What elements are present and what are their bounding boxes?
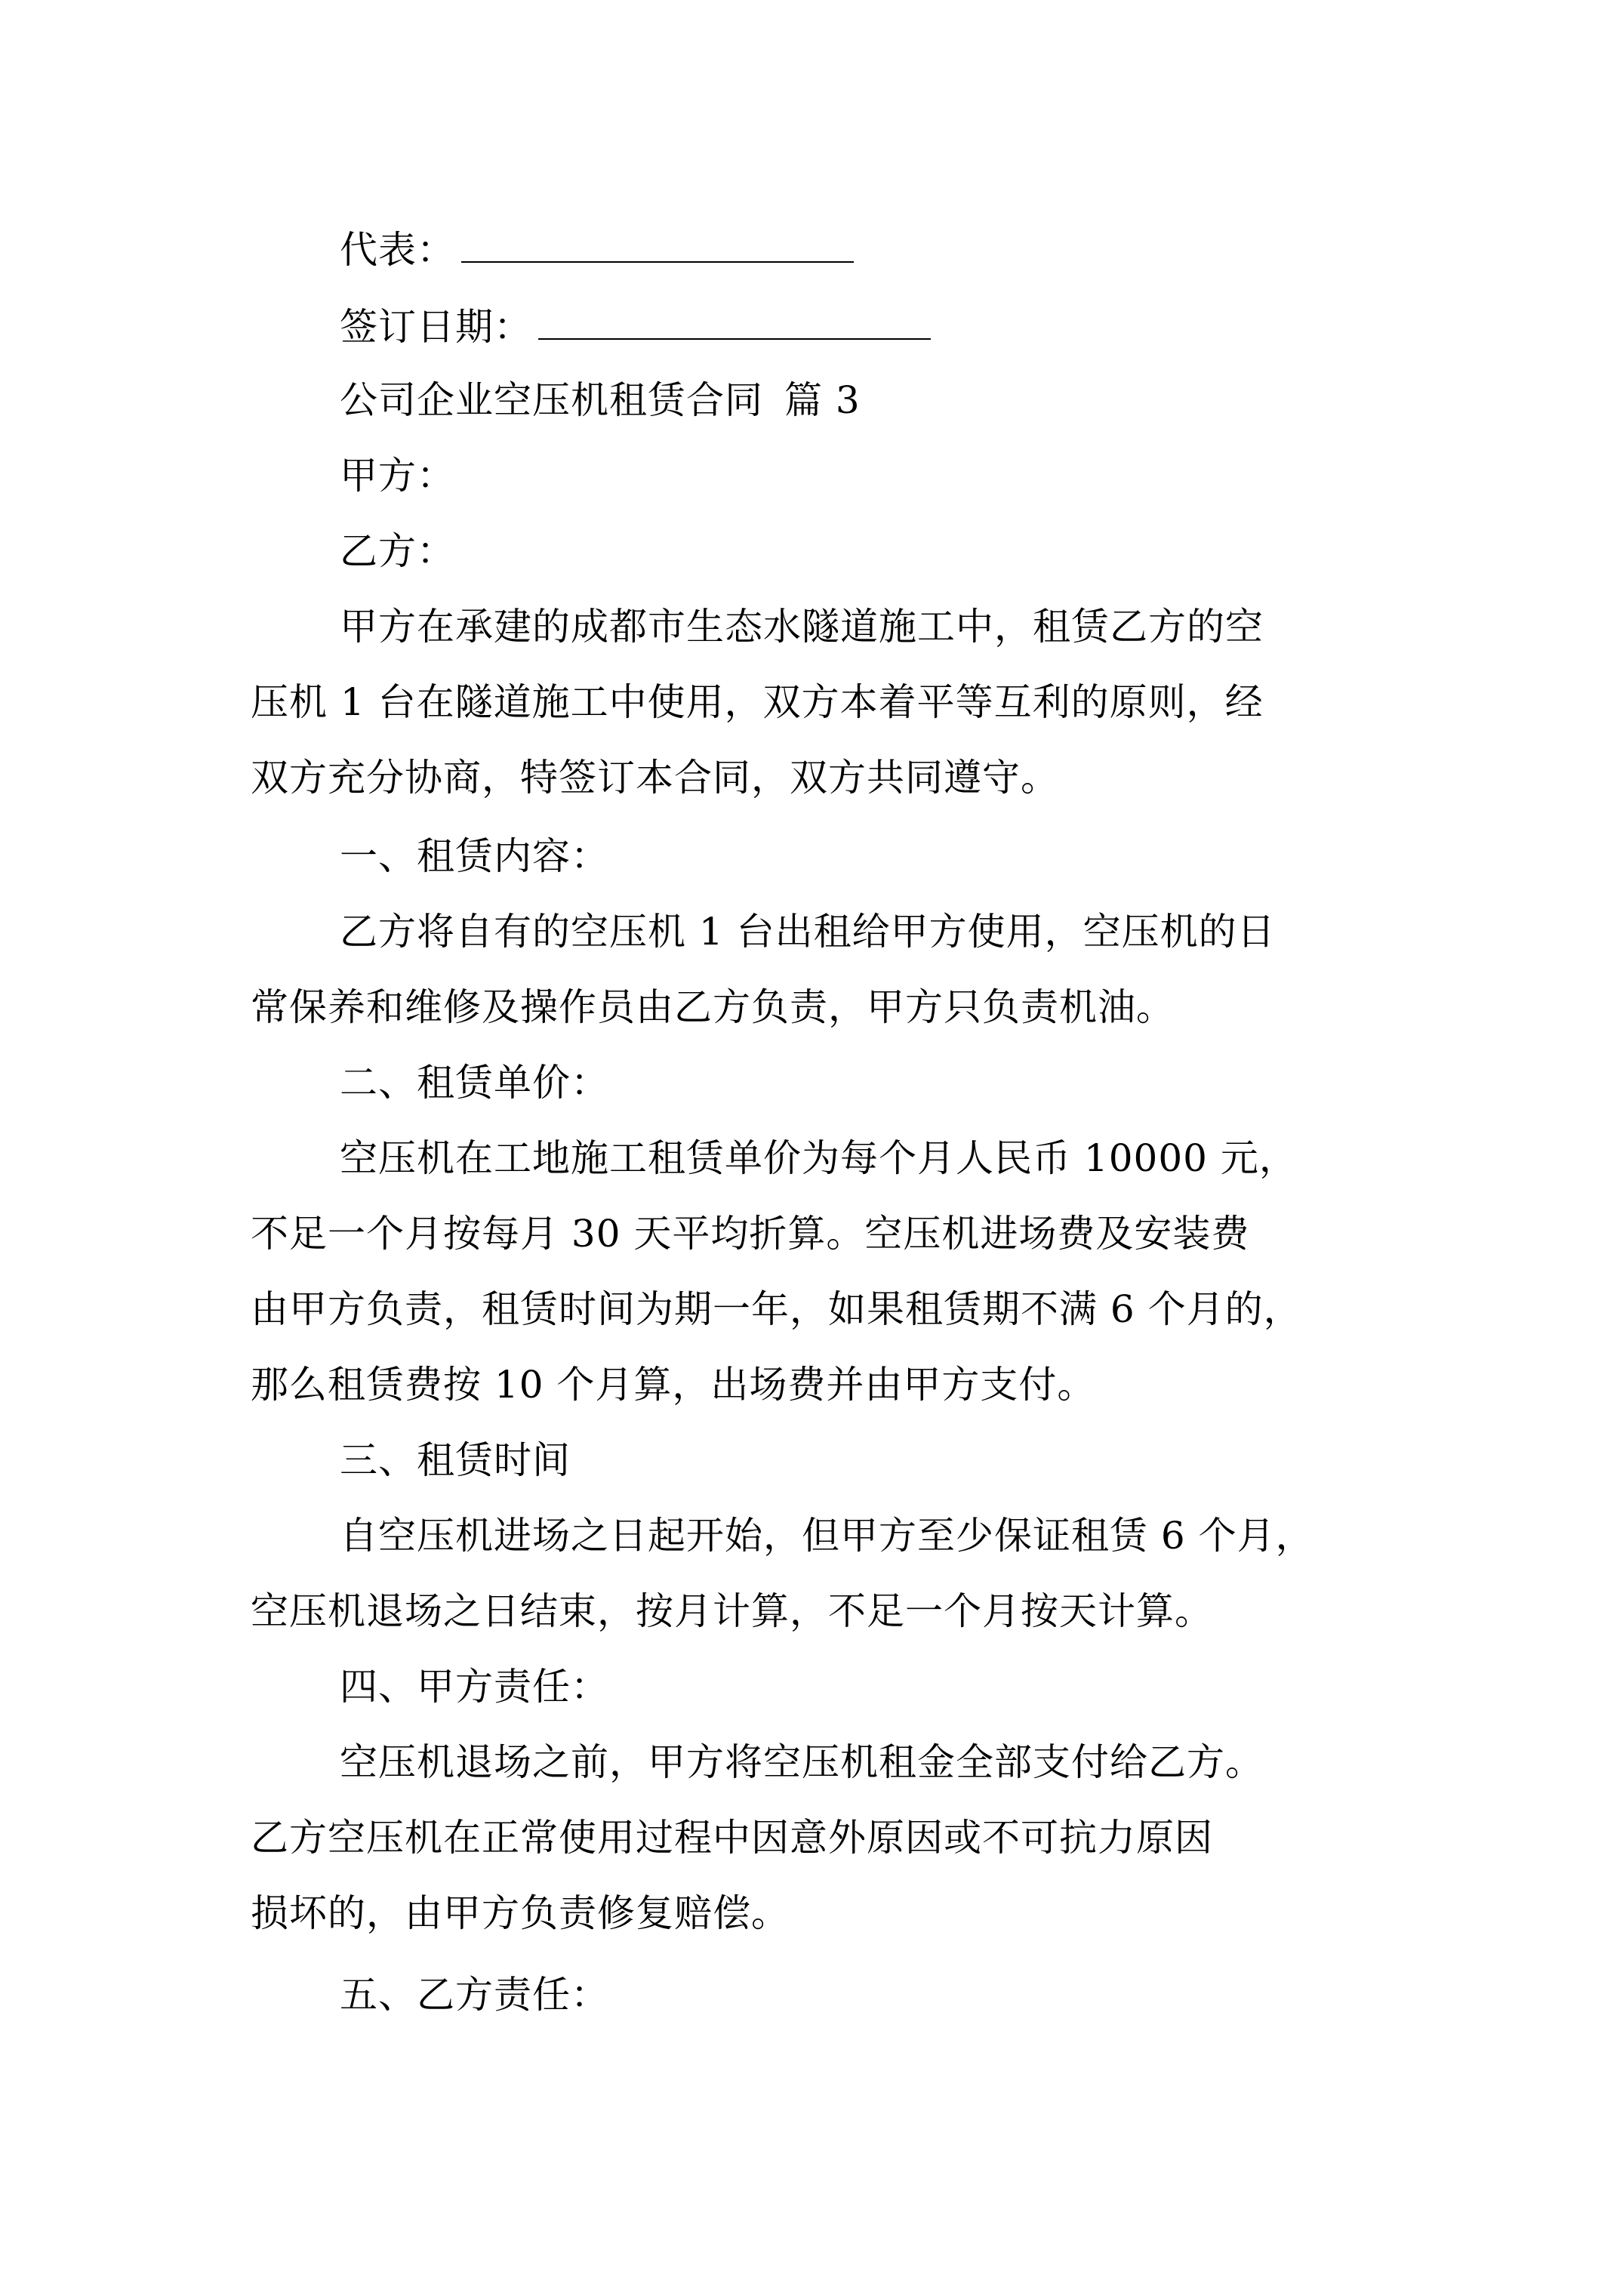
section1-body-line: 常保养和维修及操作员由乙方负责，甲方只负责机油。 <box>251 985 1175 1029</box>
party-b-line: 乙方： <box>340 529 455 573</box>
section5-heading: 五、乙方责任： <box>340 1973 609 2017</box>
section2-body-line: 那么租赁费按 10 个月算，出场费并由甲方支付。 <box>251 1363 1096 1407</box>
intro-line: 双方充分协商，特签订本合同，双方共同遵守。 <box>251 756 1059 800</box>
representative-line <box>340 227 854 273</box>
section4-body-line: 损坏的，由甲方负责修复赔偿。 <box>251 1891 790 1935</box>
representative-label: 代表： <box>340 228 455 272</box>
section4-body-line: 空压机退场之前，甲方将空压机租金全部支付给乙方。 <box>340 1740 1264 1784</box>
sign-date-blank <box>538 304 931 340</box>
sign-date-label: 签订日期： <box>340 305 532 349</box>
contract-title-suffix: 篇 3 <box>784 378 861 422</box>
section1-body-line: 乙方将自有的空压机 1 台出租给甲方使用，空压机的日 <box>340 910 1276 954</box>
intro-line: 压机 1 台在隧道施工中使用，双方本着平等互利的原则，经 <box>251 680 1264 724</box>
intro-line: 甲方在承建的成都市生态水隧道施工中，租赁乙方的空 <box>340 605 1264 649</box>
section2-body-line: 由甲方负责，租赁时间为期一年，如果租赁期不满 6 个月的， <box>251 1287 1302 1331</box>
section2-heading: 二、租赁单价： <box>340 1061 609 1105</box>
contract-title <box>340 378 861 423</box>
representative-blank <box>461 227 854 263</box>
section4-heading: 四、甲方责任： <box>340 1665 609 1709</box>
contract-title-text: 公司企业空压机租赁合同 <box>340 378 763 422</box>
section1-heading: 一、租赁内容： <box>340 834 609 878</box>
section2-body-line: 不足一个月按每月 30 天平均折算。空压机进场费及安装费 <box>251 1212 1250 1256</box>
section3-body-line: 自空压机进场之日起开始，但甲方至少保证租赁 6 个月， <box>340 1514 1314 1558</box>
section3-heading: 三、租赁时间 <box>340 1438 571 1482</box>
party-a-line: 甲方： <box>340 454 455 498</box>
sign-date-line <box>340 304 931 350</box>
section3-body-line: 空压机退场之日结束，按月计算，不足一个月按天计算。 <box>251 1589 1213 1633</box>
section2-body-line: 空压机在工地施工租赁单价为每个月人民币 10000 元， <box>340 1136 1298 1180</box>
section4-body-line: 乙方空压机在正常使用过程中因意外原因或不可抗力原因 <box>251 1816 1213 1860</box>
